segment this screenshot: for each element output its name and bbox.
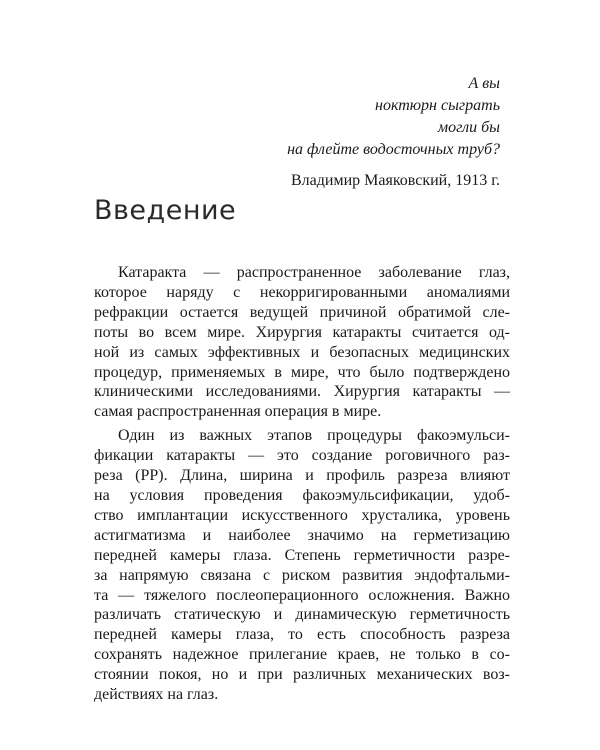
text-line: реза (РР). Длина, ширина и профиль разреза влияют — [94, 467, 510, 485]
body-text — [94, 263, 510, 705]
text-line: астигматизма и наиболее значимо на герметизацию — [94, 526, 510, 544]
text-line: та — тяжелого послеоперационного осложнения. Важно — [94, 586, 510, 604]
text-line: различать статическую и динамическую герметичность — [94, 606, 510, 624]
text-line: передней камеры глаза, то есть способность разреза — [94, 626, 510, 644]
chapter-heading: Введение — [94, 195, 237, 226]
text-line: ство имплантации искусственного хрусталика, уровень — [94, 506, 510, 524]
text-line: действиях на глаз. — [94, 686, 219, 704]
text-line: сохранять надежное прилегание краев, не только в со- — [94, 646, 510, 664]
paragraph-2 — [94, 426, 510, 705]
epigraph-verse — [287, 73, 500, 161]
epigraph-line: на флейте водосточных труб? — [287, 141, 500, 158]
text-line: Один из важных этапов процедуры факоэмульси- — [118, 427, 510, 445]
epigraph — [287, 73, 500, 192]
text-line: Катаракта — распространенное заболевание глаз, — [118, 264, 510, 281]
text-line: которое наряду с некорригированными аномалиями — [94, 283, 510, 301]
text-line: процедур, применяемых в мире, что было подтверждено — [94, 363, 510, 381]
paragraph-1 — [94, 263, 510, 422]
epigraph-line: А вы — [468, 75, 500, 92]
epigraph-author: Владимир Маяковский, 1913 г. — [290, 172, 500, 189]
text-line: ной из самых эффективных и безопасных медицинских — [94, 343, 510, 361]
text-line: поты во всем мире. Хирургия катаракты считается од- — [94, 323, 510, 341]
text-line: фикации катаракты — это создание роговичного раз- — [94, 447, 510, 465]
epigraph-line: ноктюрн сыграть — [375, 97, 500, 114]
text-line: на условия проведения факоэмульсификации, удоб- — [94, 486, 510, 504]
text-line: за напрямую связана с риском развития эндофтальми- — [94, 566, 510, 584]
text-line: самая распространенная операция в мире. — [94, 403, 382, 421]
epigraph-line: могли бы — [437, 119, 500, 136]
text-line: стоянии покоя, но и при различных механических воз- — [94, 666, 510, 684]
text-line: передней камеры глаза. Степень герметичности разре- — [94, 546, 510, 564]
text-line: клиническими исследованиями. Хирургия катаракты — — [94, 383, 510, 401]
text-line: рефракции остается ведущей причиной обратимой сле- — [94, 303, 510, 321]
